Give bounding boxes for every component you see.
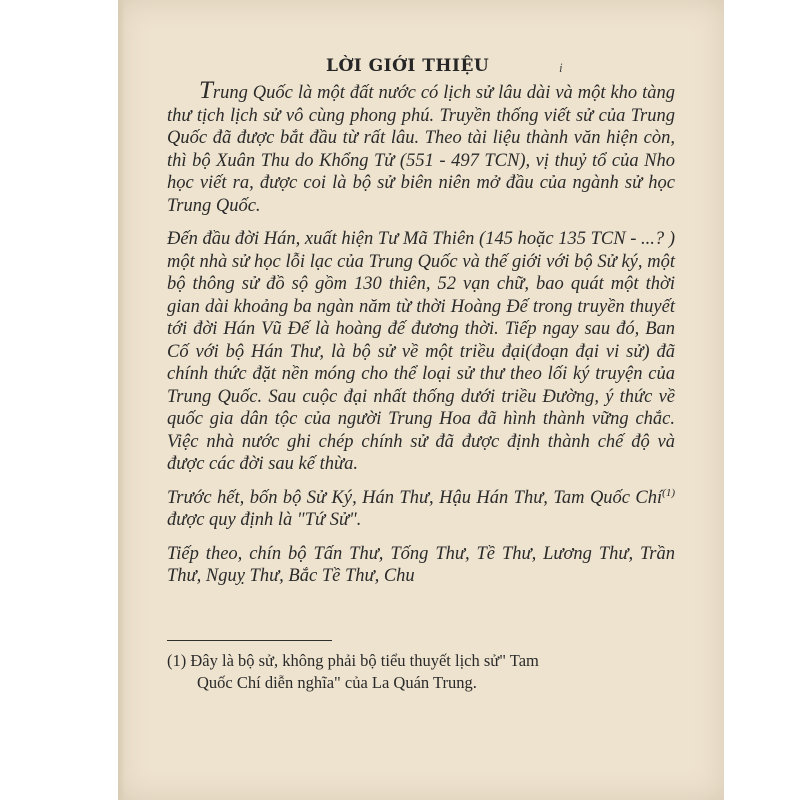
paragraph-3-text-before: Trước hết, bốn bộ Sử Ký, Hán Thư, Hậu Hán Thư, Tam Quốc Chí	[167, 487, 663, 508]
paragraph-2: Đến đầu đời Hán, xuất hiện Tư Mã Thiên (145 hoặc 135 TCN - ...? ) một nhà sử học lỗi lạc của Trung Quốc và thế giới với bộ Sử ký, một bộ thông sử đồ sộ gồm 130 thiên, 52 vạn chữ, bao quát một thời gian dài khoảng ba ngàn năm từ thời Hoàng Đế trong truyền thuyết tới đời Hán Vũ Đế là hoàng đế đương thời. Tiếp ngay sau đó, Ban Cố với bộ Hán Thư, là bộ sử về một triều đại(đoạn đại vi sử) đã chính thức đặt nền móng cho thể loại sử thư theo lối ký truyện của Trung Quốc. Sau cuộc đại nhất thống dưới triều Đường, ý thức về quốc gia dân tộc của người Trung Hoa đã hình thành vững chắc. Việc nhà nước ghi chép chính sử đã được định thành chế độ và được các đời sau kế thừa.	[167, 229, 675, 474]
paragraph-1	[167, 77, 675, 217]
page-number: i	[559, 60, 563, 75]
paragraph-3-text-after: được quy định là "Tứ Sử".	[167, 510, 362, 530]
paragraph-4: Tiếp theo, chín bộ Tấn Thư, Tống Thư, Tề Thư, Lương Thư, Trần Thư, Nguỵ Thư, Bắc Tề Thư, Chu	[167, 543, 675, 586]
body-text	[167, 77, 675, 599]
footnote-line-1: (1) Đây là bộ sử, không phải bộ tiểu thuyết lịch sử" Tam	[167, 651, 539, 670]
footnote-divider	[167, 640, 332, 641]
paragraph-1-text: rung Quốc là một đất nước có lịch sử lâu dài và một kho tàng thư tịch lịch sử vô cùng phong phú. Truyền thống viết sử của Trung Quốc đã được bắt đầu từ rất lâu. Theo tài liệu thành văn hiện còn, thì bộ Xuân Thu do Khổng Tử (551 - 497 TCN), vị thuỷ tổ của Nho học viết ra, được coi là bộ sử biên niên mở đầu của ngành sử học Trung Quốc.	[167, 83, 675, 216]
page-edge-shadow	[118, 0, 125, 800]
paragraph-1-initial: T	[199, 77, 213, 104]
footnote	[167, 650, 677, 694]
paragraph-3	[167, 487, 675, 532]
book-page	[118, 0, 724, 800]
footnote-reference: (1)	[662, 486, 675, 499]
footnote-line-2: Quốc Chí diễn nghĩa" của La Quán Trung.	[197, 673, 477, 692]
page-heading: LỜI GIỚI THIỆU	[326, 56, 490, 76]
